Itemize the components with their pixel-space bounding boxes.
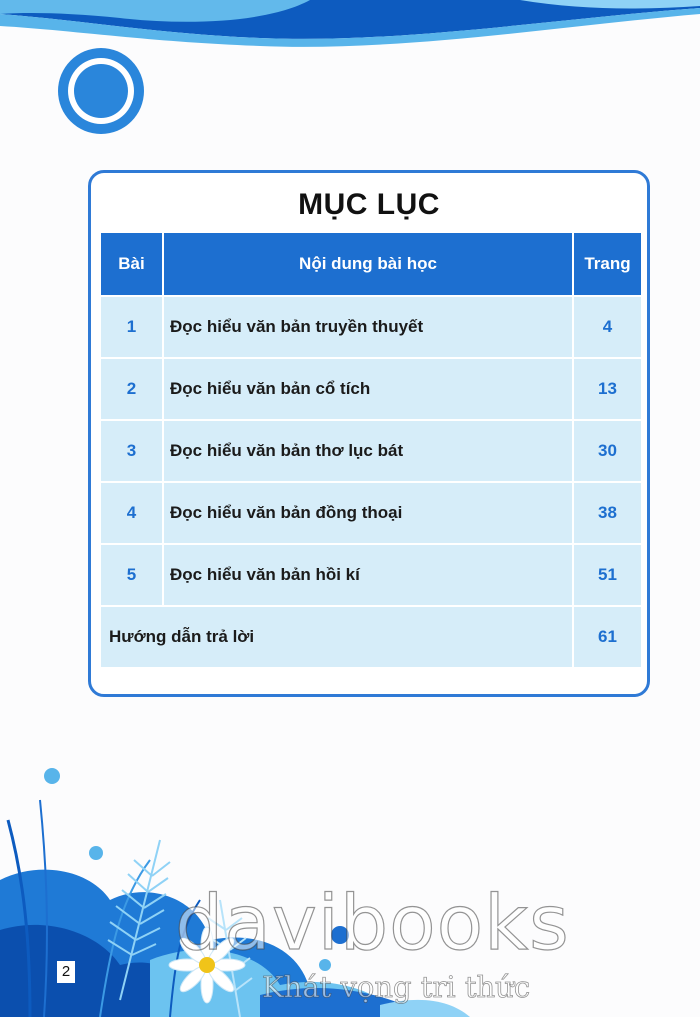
answer-guide-title[interactable]: Hướng dẫn trả lời [101,605,574,667]
header-content: Nội dung bài học [162,233,574,295]
table-of-contents [88,170,650,697]
lesson-page: 13 [574,357,641,419]
ring-circle-icon [58,48,144,134]
header-page: Trang [574,233,641,295]
lesson-title[interactable]: Đọc hiểu văn bản đồng thoại [162,481,574,543]
lesson-title[interactable]: Đọc hiểu văn bản cổ tích [162,357,574,419]
answer-guide-page: 61 [574,605,641,667]
toc-title: MỤC LỤC [298,188,440,221]
page-number: 2 [57,961,75,983]
lesson-title[interactable]: Đọc hiểu văn bản thơ lục bát [162,419,574,481]
lesson-page: 51 [574,543,641,605]
watermark-logo-text: davibooks [175,878,570,967]
lesson-title[interactable]: Đọc hiểu văn bản truyền thuyết [162,295,574,357]
lesson-number: 2 [101,357,162,419]
lesson-number: 4 [101,481,162,543]
lesson-number: 3 [101,419,162,481]
header-lesson: Bài [101,233,162,295]
watermark-slogan: Khát vọng tri thức [262,970,531,1004]
toc-table [101,233,641,667]
lesson-number: 1 [101,295,162,357]
lesson-title[interactable]: Đọc hiểu văn bản hồi kí [162,543,574,605]
top-wave-decoration [0,0,700,150]
lesson-page: 38 [574,481,641,543]
lesson-number: 5 [101,543,162,605]
lesson-page: 4 [574,295,641,357]
lesson-page: 30 [574,419,641,481]
